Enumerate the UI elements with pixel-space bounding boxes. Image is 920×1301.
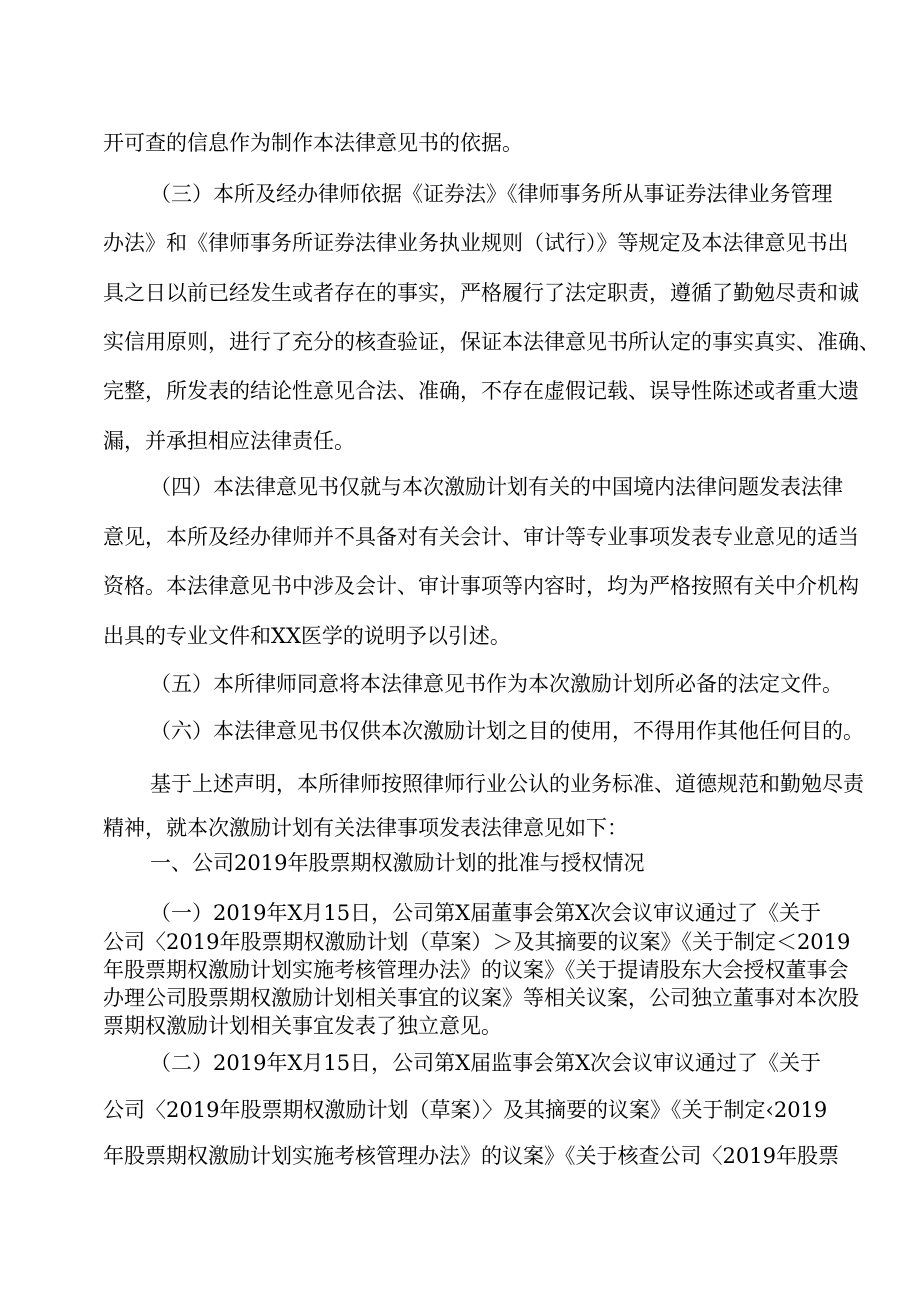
paragraph-line: 资格。本法律意见书中涉及会计、审计事项等内容时，均为严格按照有关中介机构: [103, 574, 859, 598]
paragraph-line: 完整，所发表的结论性意见合法、准确，不存在虚假记载、误导性陈述或者重大遗: [103, 379, 859, 403]
paragraph-line: 办法》和《律师事务所证券法律业务执业规则（试行）》等规定及本法律意见书出: [103, 231, 849, 255]
paragraph-line: 出具的专业文件和XX医学的说明予以引述。: [103, 624, 511, 648]
section-heading: 一、公司2019年股票期权激励计划的批准与授权情况: [150, 851, 645, 875]
paragraph-line: 漏，并承担相应法律责任。: [103, 429, 355, 453]
paragraph-line: （三）本所及经办律师依据《证券法》《律师事务所从事证券法律业务管理: [150, 182, 833, 206]
paragraph-line: 公司〈2019年股票期权激励计划（草案）〉及其摘要的议案》《关于制定‹2019: [103, 1098, 828, 1122]
paragraph-line: （五）本所律师同意将本法律意见书作为本次激励计划所必备的法定文件。: [150, 672, 843, 696]
paragraph-line: 年股票期权激励计划实施考核管理办法》的议案》《关于核查公司〈2019年股票: [103, 1144, 839, 1168]
paragraph-line: 意见，本所及经办律师并不具备对有关会计、审计等专业事项发表专业意见的适当: [103, 525, 859, 549]
paragraph-line: 基于上述声明，本所律师按照律师行业公认的业务标准、道德规范和勤勉尽责: [150, 772, 864, 796]
paragraph-line: 票期权激励计划相关事宜发表了独立意见。: [103, 1014, 502, 1038]
paragraph-line: 实信用原则，进行了充分的核查验证，保证本法律意见书所认定的事实真实、准确、: [103, 330, 880, 354]
paragraph-line: 年股票期权激励计划实施考核管理办法》的议案》《关于提请股东大会授权董事会: [103, 958, 849, 982]
paragraph-line: （二）2019年X月15日，公司第X届监事会第X次会议审议通过了《关于: [150, 1051, 822, 1075]
paragraph-line: （四）本法律意见书仅就与本次激励计划有关的中国境内法律问题发表法律: [150, 475, 843, 499]
paragraph-line: 具之日以前已经发生或者存在的事实，严格履行了法定职责，遵循了勤勉尽责和诚: [103, 281, 859, 305]
paragraph-line: （六）本法律意见书仅供本次激励计划之目的使用，不得用作其他任何目的。: [150, 719, 864, 743]
paragraph-line: 精神，就本次激励计划有关法律事项发表法律意见如下：: [103, 816, 628, 840]
paragraph-line: （一）2019年X月15日，公司第X届董事会第X次会议审议通过了《关于: [150, 901, 822, 925]
paragraph-line: 办理公司股票期权激励计划相关事宜的议案》等相关议案，公司独立董事对本次股: [103, 986, 859, 1010]
paragraph-line: 公司〈2019年股票期权激励计划（草案）＞及其摘要的议案》《关于制定＜2019: [103, 930, 851, 954]
paragraph-line: 开可查的信息作为制作本法律意见书的依据。: [103, 131, 523, 155]
